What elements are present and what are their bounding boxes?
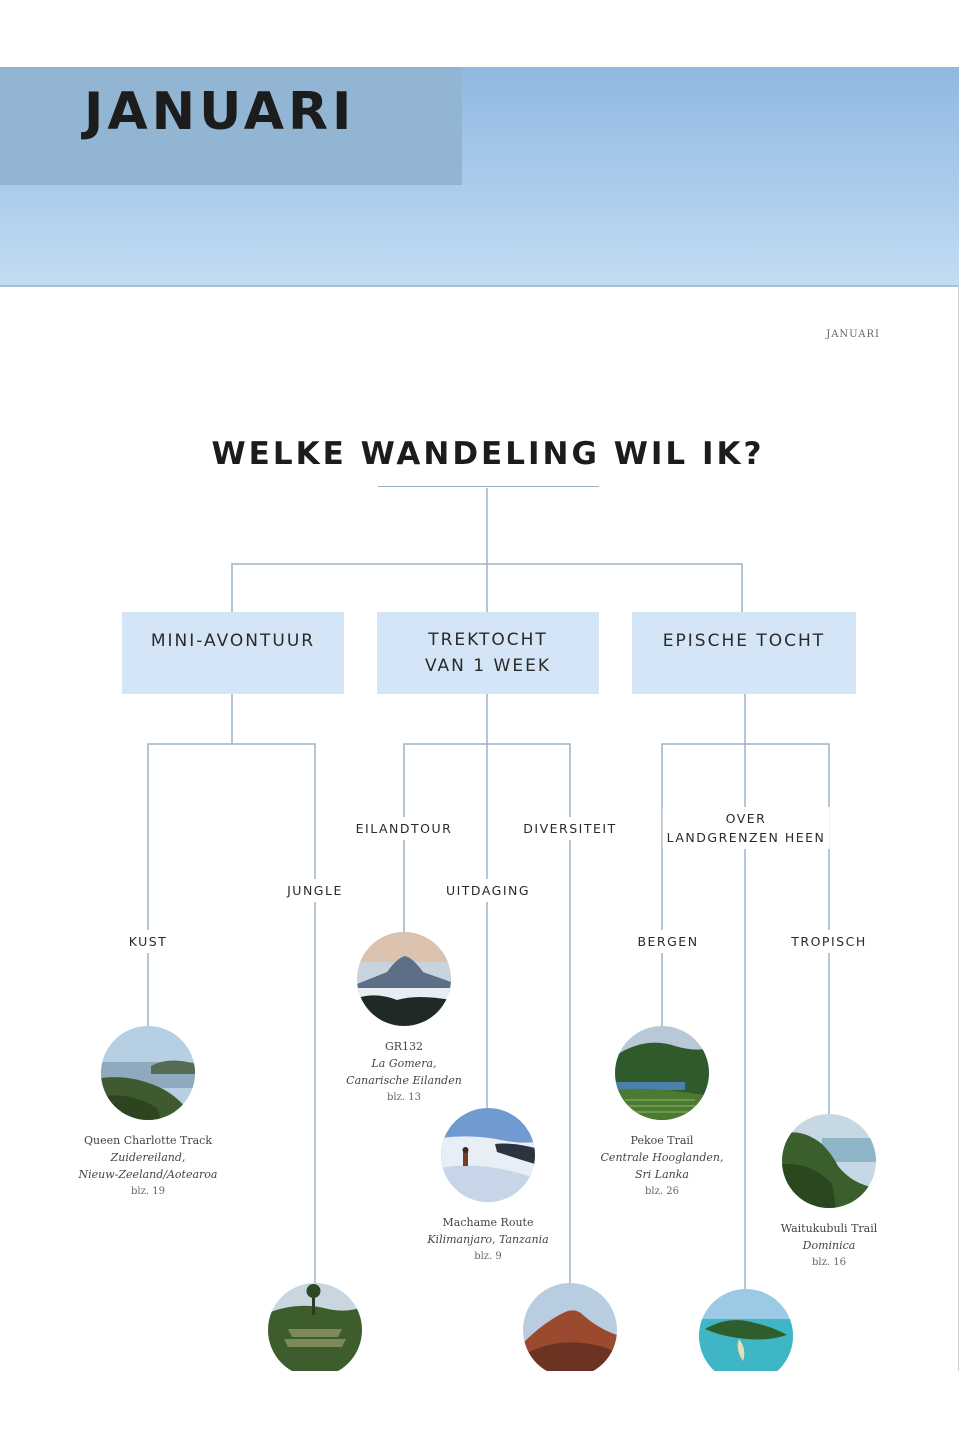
volcano-above-clouds-photo: [357, 932, 451, 1026]
trail-page-ref: blz. 16: [812, 1257, 846, 1268]
trail-caption-gr132: [309, 1038, 499, 1106]
trail-caption-pekoe: [567, 1132, 757, 1200]
trail-name: GR132: [384, 1040, 424, 1053]
branch-label-eilandtour: EILANDTOUR: [352, 817, 457, 840]
trail-location: Dominica: [802, 1239, 856, 1252]
page-title: WELKE WANDELING WIL IK?: [211, 436, 765, 472]
tea-hills-photo: [615, 1026, 709, 1120]
trail-page-ref: blz. 9: [474, 1251, 502, 1262]
trail-caption-machame: [393, 1214, 583, 1265]
tropical-coast-photo: [782, 1114, 876, 1208]
branch-label-bergen: BERGEN: [633, 930, 702, 953]
category-epische-tocht: EPISCHE TOCHT: [632, 612, 856, 694]
trail-name: Pekoe Trail: [630, 1134, 694, 1147]
trail-name: Queen Charlotte Track: [84, 1134, 212, 1147]
trail-location: Centrale Hooglanden, Sri Lanka: [600, 1151, 724, 1181]
trail-page-ref: blz. 19: [131, 1186, 165, 1197]
category-mini-avontuur: MINI-AVONTUUR: [122, 612, 344, 694]
trail-location: Kilimanjaro, Tanzania: [427, 1233, 549, 1246]
turquoise-island-photo: [699, 1289, 793, 1383]
trail-location: La Gomera, Canarische Eilanden: [346, 1057, 462, 1087]
hiker-on-snow-photo: [441, 1108, 535, 1202]
red-rock-ridge-photo: [523, 1283, 617, 1377]
branch-label-tropisch: TROPISCH: [787, 930, 870, 953]
trail-caption-queen-charlotte: [53, 1132, 243, 1200]
trail-caption-waitukubuli: [734, 1220, 924, 1271]
jungle-ruins-photo: [268, 1283, 362, 1377]
trail-page-ref: blz. 13: [387, 1092, 421, 1103]
branch-label-kust: KUST: [125, 930, 172, 953]
month-title: JANUARI: [84, 82, 356, 142]
trail-page-ref: blz. 26: [645, 1186, 679, 1197]
branch-label-uitdaging: UITDAGING: [442, 879, 534, 902]
coast-bay-photo: [101, 1026, 195, 1120]
category-trektocht: TREKTOCHT VAN 1 WEEK: [377, 612, 599, 694]
trail-name: Waitukubuli Trail: [780, 1222, 878, 1235]
trail-name: Machame Route: [442, 1216, 534, 1229]
branch-label-jungle: JUNGLE: [283, 879, 347, 902]
running-head: JANUARI: [826, 329, 880, 340]
branch-label-diversiteit: DIVERSITEIT: [519, 817, 620, 840]
trail-location: Zuidereiland, Nieuw-Zeeland/Aotearoa: [78, 1151, 218, 1181]
branch-label-over-landgrenzen: OVER LANDGRENZEN HEEN: [663, 807, 830, 849]
page-bottom-margin: [0, 1371, 959, 1439]
